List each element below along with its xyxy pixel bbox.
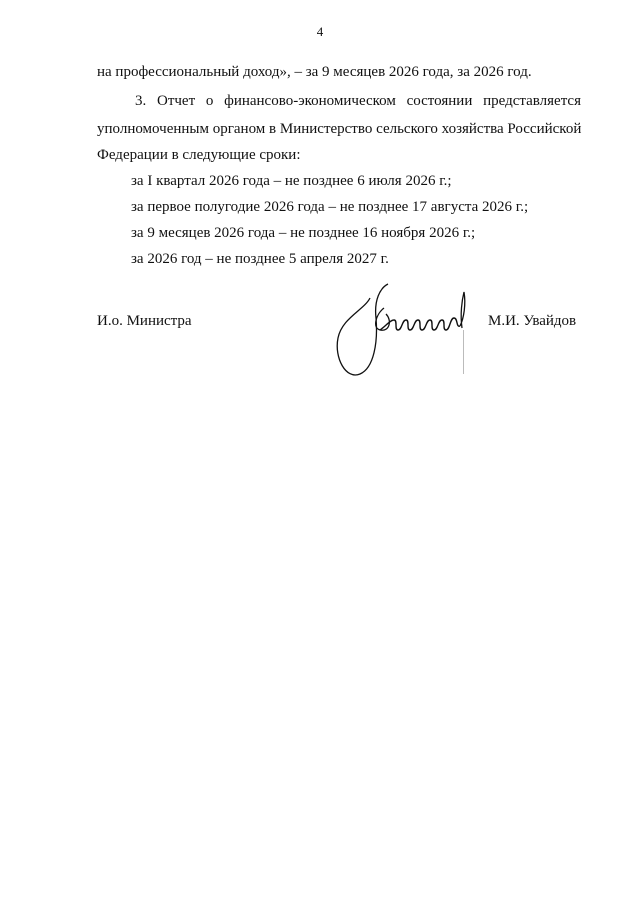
deadline-item: за первое полугодие 2026 года – не позднее 17 августа 2026 г.; bbox=[131, 199, 529, 215]
scan-mark bbox=[463, 330, 464, 374]
deadline-item: за I квартал 2026 года – не позднее 6 июля 2026 г.; bbox=[131, 173, 452, 189]
text-line: на профессиональный доход», – за 9 месяцев 2026 года, за 2026 год. bbox=[97, 64, 532, 80]
signatory-name: М.И. Увайдов bbox=[488, 313, 577, 329]
page-number: 4 bbox=[316, 24, 324, 39]
handwritten-signature bbox=[334, 280, 474, 384]
text-line: Федерации в следующие сроки: bbox=[97, 147, 301, 163]
signatory-position: И.о. Министра bbox=[97, 313, 192, 329]
deadline-item: за 9 месяцев 2026 года – не позднее 16 ноября 2026 г.; bbox=[131, 225, 476, 241]
text-line: уполномоченным органом в Министерство сельского хозяйства Российской bbox=[97, 121, 582, 137]
paragraph-3-first-line: 3. Отчет о финансово-экономическом состоянии представляется bbox=[135, 93, 581, 109]
deadline-item: за 2026 год – не позднее 5 апреля 2027 г. bbox=[131, 251, 389, 267]
